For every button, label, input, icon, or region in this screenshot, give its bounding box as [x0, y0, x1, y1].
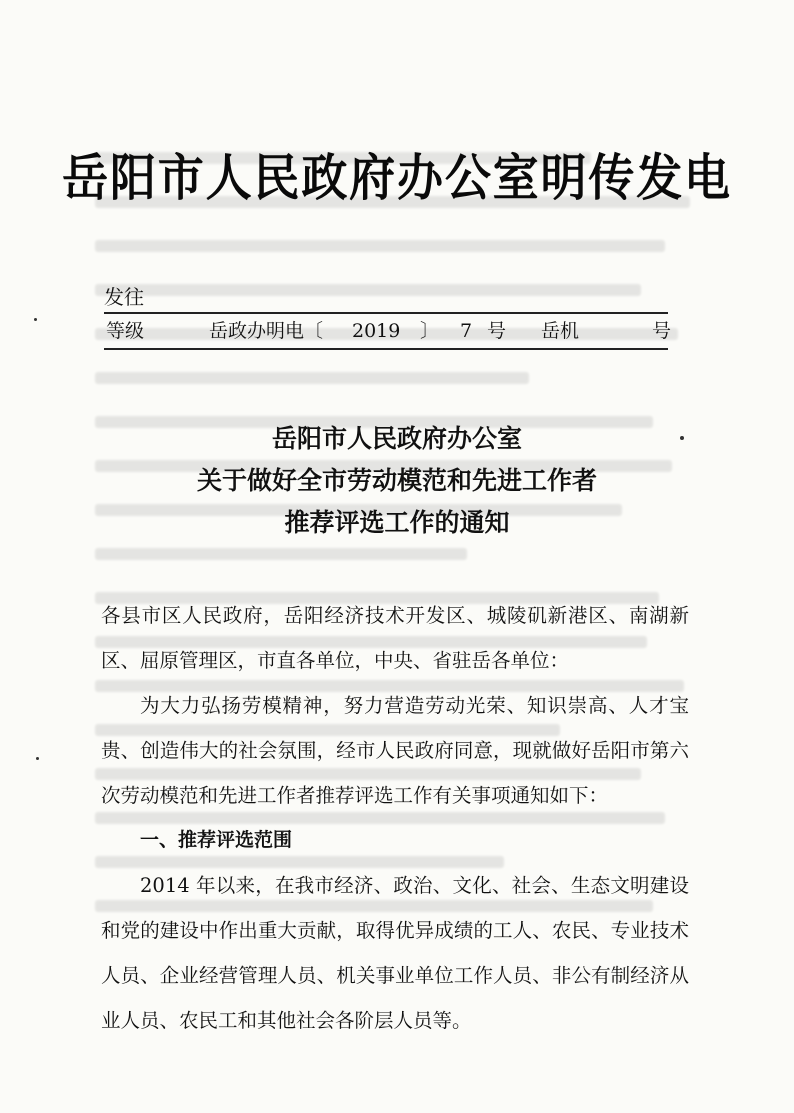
notice-title-line-1: 岳阳市人民政府办公室	[271, 424, 522, 453]
telegram-title: 岳阳市人民政府办公室明传发电	[62, 148, 732, 207]
intro-paragraph: 为大力弘扬劳模精神，努力营造劳动光荣、知识崇高、人才宝贵、创造伟大的社会氛围，经市人民政府同意，现就做好岳阳市第六次劳动模范和先进工作者推荐评选工作有关事项通知如下：	[101, 694, 689, 807]
issuer: 岳机	[541, 320, 580, 342]
section-1-text: 2014 年以来，在我市经济、政治、文化、社会、生态文明建设和党的建设中作出重大贡献，取得优异成绩的工人、农民、专业技术人员、企业经营管理人员、机关事业单位工作人员、非公有制经济从业人员、农民工和其他社会各阶层人员等。	[101, 874, 689, 1032]
doc-year: 2019	[352, 320, 401, 342]
addressees: 各县市区人民政府，岳阳经济技术开发区、城陵矶新港区、南湖新区、屈原管理区，市直各单位，中央、省驻岳各单位：	[101, 604, 689, 672]
section-1-heading: 一、推荐评选范围	[140, 829, 293, 851]
hao-label-1: 号	[487, 320, 507, 342]
grade-label: 等级	[106, 320, 145, 342]
notice-body	[101, 593, 689, 1043]
send-to-label: 发往	[104, 285, 144, 309]
telegram-header-table	[104, 282, 672, 350]
notice-title-line-2: 关于做好全市劳动模范和先进工作者	[196, 466, 597, 495]
doc-number: 7	[460, 320, 473, 342]
scan-speck	[34, 318, 37, 321]
notice-title-line-3: 推荐评选工作的通知	[284, 508, 510, 537]
doc-bracket-close: 〕	[420, 320, 440, 342]
notice-title	[0, 418, 794, 544]
scan-speck	[680, 436, 684, 440]
scan-speck	[36, 757, 39, 760]
send-to-row	[104, 282, 668, 314]
grade-row	[104, 314, 672, 350]
doc-prefix: 岳政办明电〔	[209, 320, 324, 342]
hao-label-2: 号	[652, 320, 672, 342]
